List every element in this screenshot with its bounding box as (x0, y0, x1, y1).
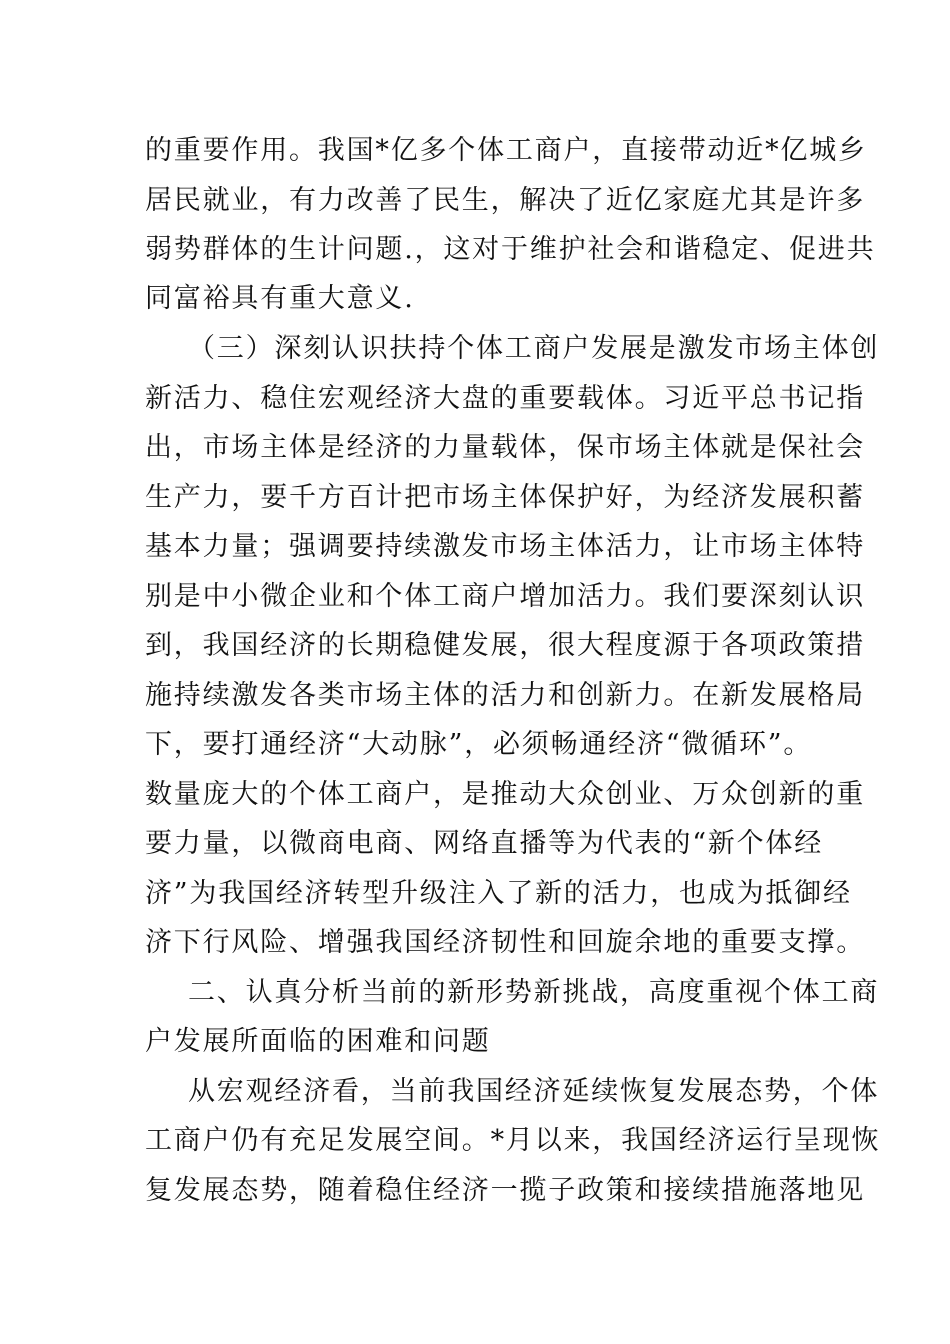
text-line: 工商户仍有充足发展空间。*月以来，我国经济运行呈现恢 (145, 1125, 881, 1156)
text-line: 复发展态势，随着稳住经济一揽子政策和接续措施落地见 (145, 1175, 865, 1206)
text-line: 新活力、稳住宏观经济大盘的重要载体。习近平总书记指 (145, 383, 865, 414)
text-line: 居民就业，有力改善了民生，解决了近亿家庭尤其是许多 (145, 185, 865, 216)
text-line: 数量庞大的个体工商户，是推动大众创业、万众创新的重 (145, 779, 865, 810)
text-line: 施持续激发各类市场主体的活力和创新力。在新发展格局 (145, 680, 865, 711)
text-line: 弱势群体的生计问题.，这对于维护社会和谐稳定、促进共 (145, 234, 876, 265)
text-line: 的重要作用。我国*亿多个体工商户，直接带动近*亿城乡 (145, 135, 867, 166)
text-line: 出，市场主体是经济的力量载体，保市场主体就是保社会 (145, 432, 865, 463)
text-line: 生产力，要千方百计把市场主体保护好，为经济发展积蓄 (145, 482, 865, 513)
text-line: 同富裕具有重大意义. (145, 283, 415, 314)
text-line: 到，我国经济的长期稳健发展，很大程度源于各项政策措 (145, 630, 865, 661)
text-line: 基本力量；强调要持续激发市场主体活力，让市场主体特 (145, 531, 865, 562)
text-line: 济”为我国经济转型升级注入了新的活力，也成为抵御经 (145, 878, 852, 909)
section-heading: 户发展所面临的困难和问题 (145, 1026, 491, 1057)
text-line: 从宏观经济看，当前我国经济延续恢复发展态势，个体 (188, 1076, 880, 1107)
section-heading: 二、认真分析当前的新形势新挑战，高度重视个体工商 (188, 977, 880, 1008)
text-line: 要力量，以微商电商、网络直播等为代表的“新个体经 (145, 828, 824, 859)
text-line: （三）深刻认识扶持个体工商户发展是激发市场主体创 (188, 333, 880, 364)
text-line: 下，要打通经济“大动脉”，必须畅通经济“微循环”。 (145, 729, 813, 760)
text-line: 济下行风险、增强我国经济韧性和回旋余地的重要支撑。 (145, 927, 865, 958)
text-line: 别是中小微企业和个体工商户增加活力。我们要深刻认识 (145, 581, 865, 612)
